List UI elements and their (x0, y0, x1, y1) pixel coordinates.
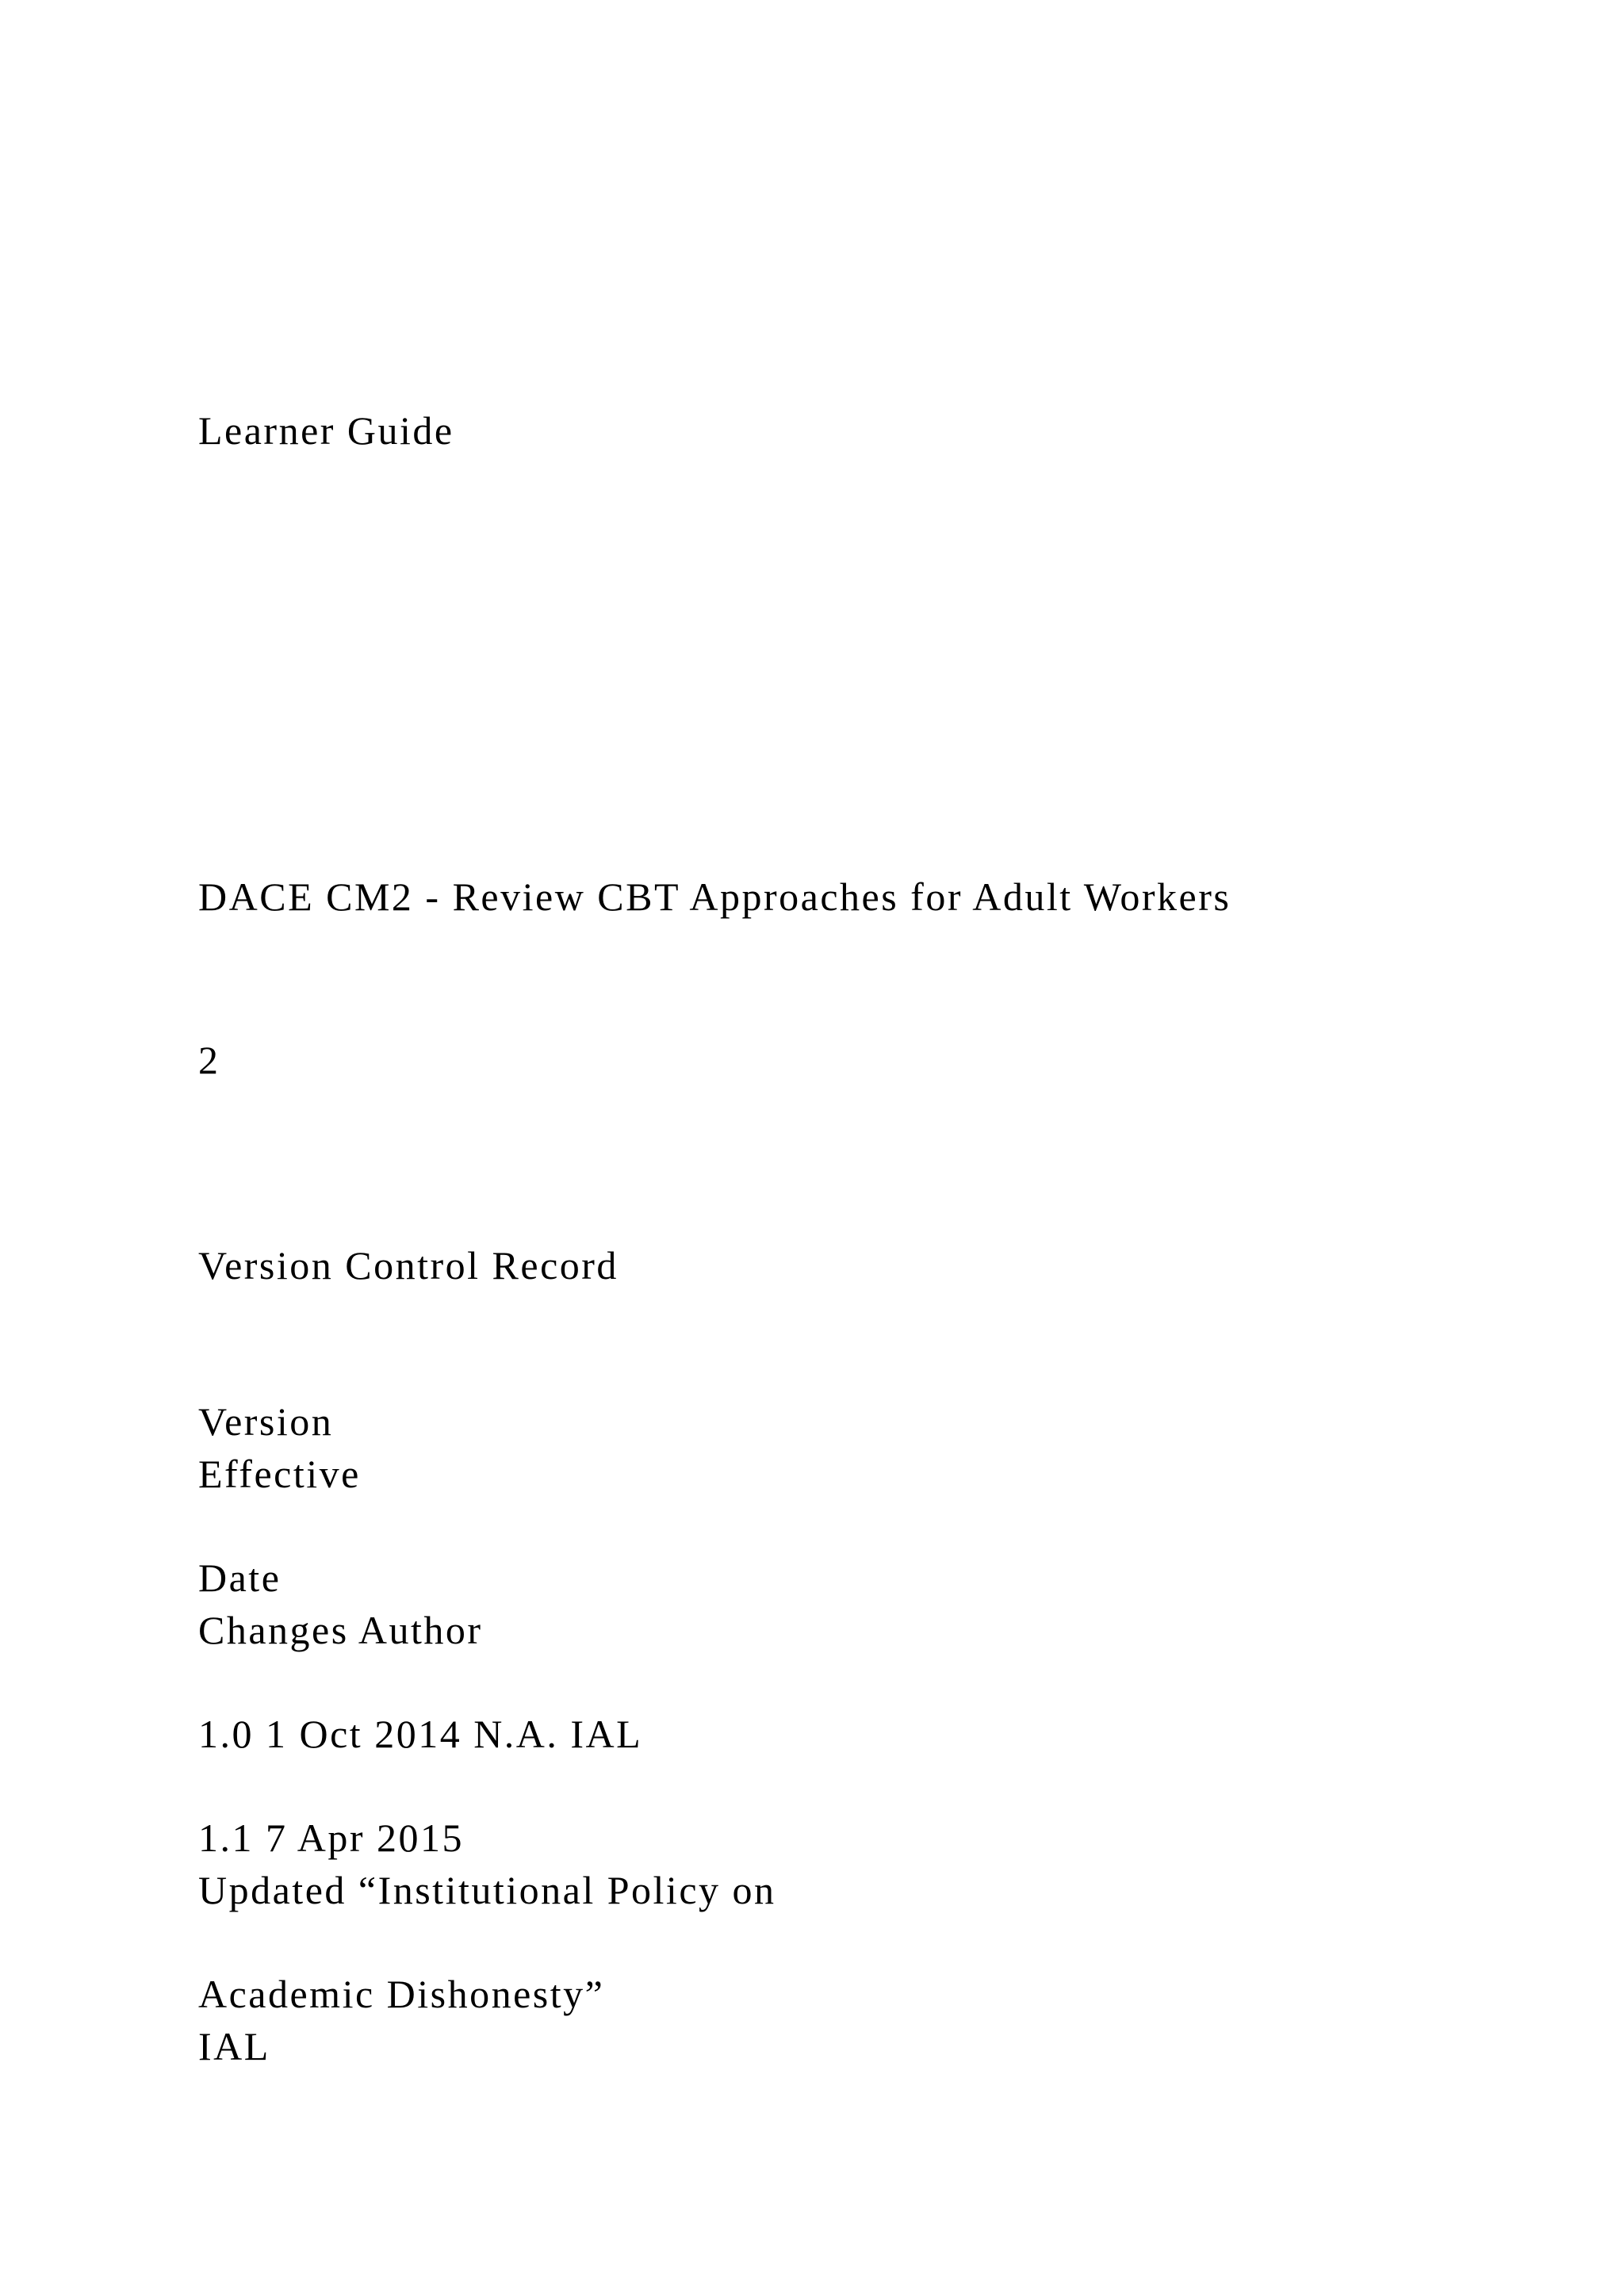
table-header-date: Date (198, 1556, 282, 1600)
table-row-2-line-3: Academic Dishonesty” (198, 1972, 605, 2016)
table-header-effective: Effective (198, 1452, 361, 1496)
page-number: 2 (198, 1038, 220, 1082)
table-header-changes-author: Changes Author (198, 1608, 483, 1652)
table-row-2-line-2: Updated “Institutional Policy on (198, 1868, 776, 1912)
document-title: Learner Guide (198, 408, 454, 453)
course-title: DACE CM2 - Review CBT Approaches for Adult Workers (198, 874, 1231, 919)
table-header-version: Version (198, 1399, 334, 1444)
section-heading: Version Control Record (198, 1243, 619, 1288)
table-row-2-line-4: IAL (198, 2024, 270, 2068)
table-row-1: 1.0 1 Oct 2014 N.A. IAL (198, 1712, 643, 1756)
table-row-2-line-1: 1.1 7 Apr 2015 (198, 1816, 464, 1860)
